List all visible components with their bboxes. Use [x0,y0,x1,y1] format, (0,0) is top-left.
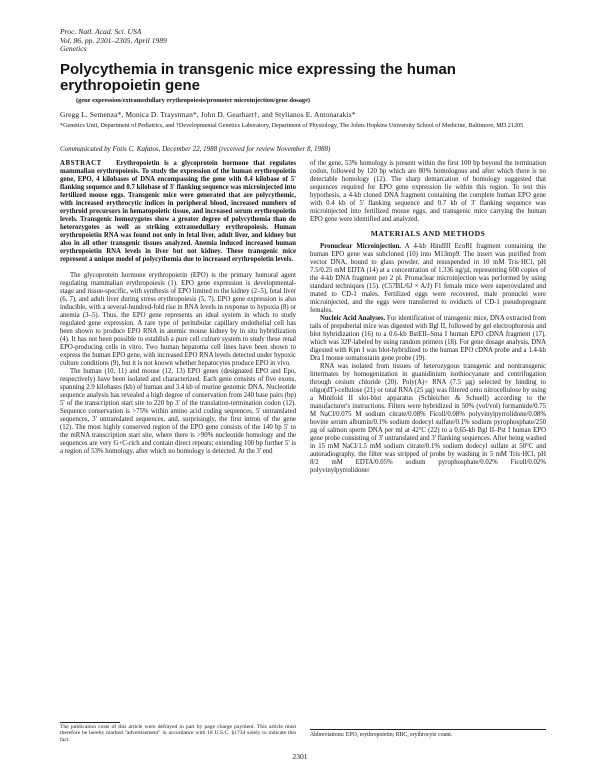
methods-paragraph-1 [310,243,546,315]
abstract-label: ABSTRACT [60,160,102,167]
abstract [60,160,296,264]
methods-paragraph-3 [310,363,546,475]
intro-paragraph-1: The glycoprotein hormone erythropoietin (EPO) is the primary humoral agent regulating mammalian erythropoiesis (1). EPO gene expression is developmental-stage and tissue-specific, with synthesis of EPO limited to the kidney (2–5), fetal liver (6, 7), and adult liver during stress erythropoiesis (5, 7). EPO gene expression is also inducible, with a several-hundred-fold rise in RNA levels in response to hypoxia (8) or anemia (3–5). Thus, the EPO gene represents an ideal system in which to study regulated gene expression. A rare type of peritubular capillary endothelial cell has been shown to produce EPO RNA in anemic mouse kidney by in situ hybridization (4). It has not been possible to establish a pure cell culture system to study these renal EPO-producing cells in vitro. Two human hepatoma cell lines have been shown to express the human EPO gene, with increased EPO RNA levels detected under hypoxic culture conditions (9), but it is not known whether hepatocytes produce EPO in vivo. [60,272,296,367]
methods-runin-1: Pronuclear Microinjection. [320,243,401,250]
journal-header [60,28,167,54]
right-column [310,160,546,475]
publication-cost-footnote: The publication costs of this article were defrayed in part by page charge payment. This article must therefore be hereby marked "advertisement" in accordance with 18 U.S.C. §1734 solely to indicate this fact. [60,724,296,743]
article-title: Polycythemia in transgenic mice expressing the human erythropoietin gene [60,61,456,94]
left-column [60,160,296,456]
journal-name: Proc. Natl. Acad. Sci. USA [60,27,142,36]
intro-paragraph-3: of the gene, 53% homology is present within the first 100 bp beyond the termination codon, followed by 120 bp which are 80% homologous and after which there is no detectable homology (12). The sharp demarcation of homology suggested that sequences required for EPO gene expression lie within this region. To test this hypothesis, a 4-kb cloned DNA fragment containing the complete human EPO gene with 0.4 kb of 5' flanking sequence and 0.7 kb of 3' flanking sequence was microinjected into fertilized mouse eggs, and transgenic mice carrying the human EPO gene were identified and analyzed. [310,160,546,223]
intro-paragraph-2: The human (10, 11) and mouse (12, 13) EPO genes (designated EPO and Epo, respectively) have been isolated and characterized. Each gene consists of five exons, spanning 2.9 kilobases (kb) of human and 3.4 kb of murine genomic DNA. Nucleotide sequence analysis has revealed a high degree of conservation from 240 base pairs (bp) 5' of the transcription start site to 220 bp 3' of the translation-termination codon (12). Sequence conservation is >75% within amino acid coding sequences, 5' untranslated sequences, 3' untranslated sequences, and, surprisingly, the first intron of the gene (12). The most highly conserved region of the EPO gene consists of the 140 bp 5' to the mRNA transcription start site, where there is >90% nucleotide homology and the sequences are very G+C-rich and contain direct repeats; extending 100 bp further 5' is a region of 53% homology, after which no homology is detected. At the 3' end [60,368,296,455]
author-list: Gregg L. Semenza*, Monica D. Traystman*, John D. Gearhart†, and Stylianos E. Antonarakis* [60,110,356,119]
keywords: (gene expression/extramedullary erythropoiesis/promoter microinjection/gene dosage) [76,97,311,104]
affiliation: *Genetics Unit, Department of Pediatrics, and †Developmental Genetics Laboratory, Department of Physiology, The Johns Hopkins University School of Medicine, Baltimore, MD 21205 [60,122,524,129]
page-number: 2301 [292,752,308,761]
abbreviations-footnote: Abbreviations: EPO, erythropoietin; RBC, erythrocyte count. [310,732,453,738]
abstract-text: Erythropoietin is a glycoprotein hormone that regulates mammalian erythropoiesis. To study the expression of the human erythropoietin gene, EPO, 4 kilobases of DNA encompassing the gene with 0.4 kilobase of 5' flanking sequence and 0.7 kilobase of 3' flanking sequence was microinjected into fertilized mouse eggs. Transgenic mice were generated that are polycythemic, with increased erythrocytic indices in peripheral blood, increased numbers of erythroid precursors in hematopoietic tissue, and increased serum erythropoietin levels. Transgenic homozygotes show a greater degree of polycythemia than do heterozygotes as well as striking extramedullary erythropoiesis. Human erythropoietin RNA was found not only in fetal liver, adult liver, and kidney but also in all other transgenic tissues analyzed. Anemia induced increased human erythropoietin RNA levels in liver but not kidney. These transgenic mice represent a unique model of polycythemia due to increased erythropoietin levels. [60,160,296,263]
methods-text-1: A 4-kb HindIII EcoRI fragment containing the human EPO gene was subcloned (10) into M13mp9. The insert was purified from vector DNA, bound to glass powder, and resuspended in 10 mM Tris·HCl, pH 7.5/0.25 mM EDTA (14) at a concentration of 1.336 ng/µl, representing 600 copies of the 4-kb DNA fragment per 2 pl. Pronuclear microinjection was performed by using standard techniques (15). (C57BL/6J × A/J) F1 female mice were superovulated and mated to CD-1 males. Fertilized eggs were recovered, male pronuclei were microinjected, and the eggs were transferred to oviducts of CD-1 pseudopregnant females. [310,243,547,314]
methods-runin-2: Nucleic Acid Analyses. [320,315,386,322]
journal-section: Genetics [60,44,87,54]
methods-heading: MATERIALS AND METHODS [370,229,486,238]
communicated-line: Communicated by Fotis C. Kafatos, December 22, 1988 (received for review November 8, 1988) [60,145,331,153]
methods-text-3: RNA was isolated from tissues of heterozygous transgenic and nontransgenic littermates by homogenization in guanidinium isothiocyanate and centrifugation through cesium chloride (20). Poly(A)+ RNA (7.5 µg) selected by binding to oligo(dT)-cellulose (21) or total RNA (25 µg) was filtered onto nitrocellulose by using a Minifold II slot-blot apparatus (Schleicher & Schuell) according to the manufacturer's instructions. Filters were hybridized in 50% (vol/vol) formamide/0.75 M NaCl/0.075 M sodium citrate/0.08% Ficoll/0.08% polyvinylpyrrolidone/0.08% bovine serum albumin/0.1% sodium dodecyl sulfate/0.1% sodium pyrophosphate/250 µg of salmon sperm DNA per ml at 42°C (22) to a 0.65-kb Bgl II–Pst I human EPO gene probe consisting of 3' untranslated and 3' flanking sequences. After being washed in 15 mM NaCl/1.5 mM sodium citrate/0.1% sodium dodecyl sulfate at 50°C and autoradiography, the filter was stripped of probe by washing in 5 mM Tris·HCl, pH 8/2 mM EDTA/0.05% sodium pyrophosphate/0.02% Ficoll/0.02% polyvinylpyrrolidone/ [310,363,546,474]
footnote-rule [60,722,120,723]
journal-volume: Vol. 86, pp. 2301–2305, April 1989 [60,35,167,45]
methods-paragraph-2 [310,315,546,363]
abbreviations-rule [310,729,546,730]
methods-text-2: For identification of transgenic mice, DNA extracted from tails of prepubertal mice was digested with Bgl II, followed by gel electrophoresis and blot hybridization (16) to a 0.6-kb BstEII–Sma I human EPO cDNA fragment (17), which was 32P-labeled by using random primers (18). For gene dosage analysis, DNA digested with Kpn I was blot-hybridized to the human EPO cDNA probe and a 1.4-kb Dra I mouse somatostatin gene probe (19). [310,315,546,362]
